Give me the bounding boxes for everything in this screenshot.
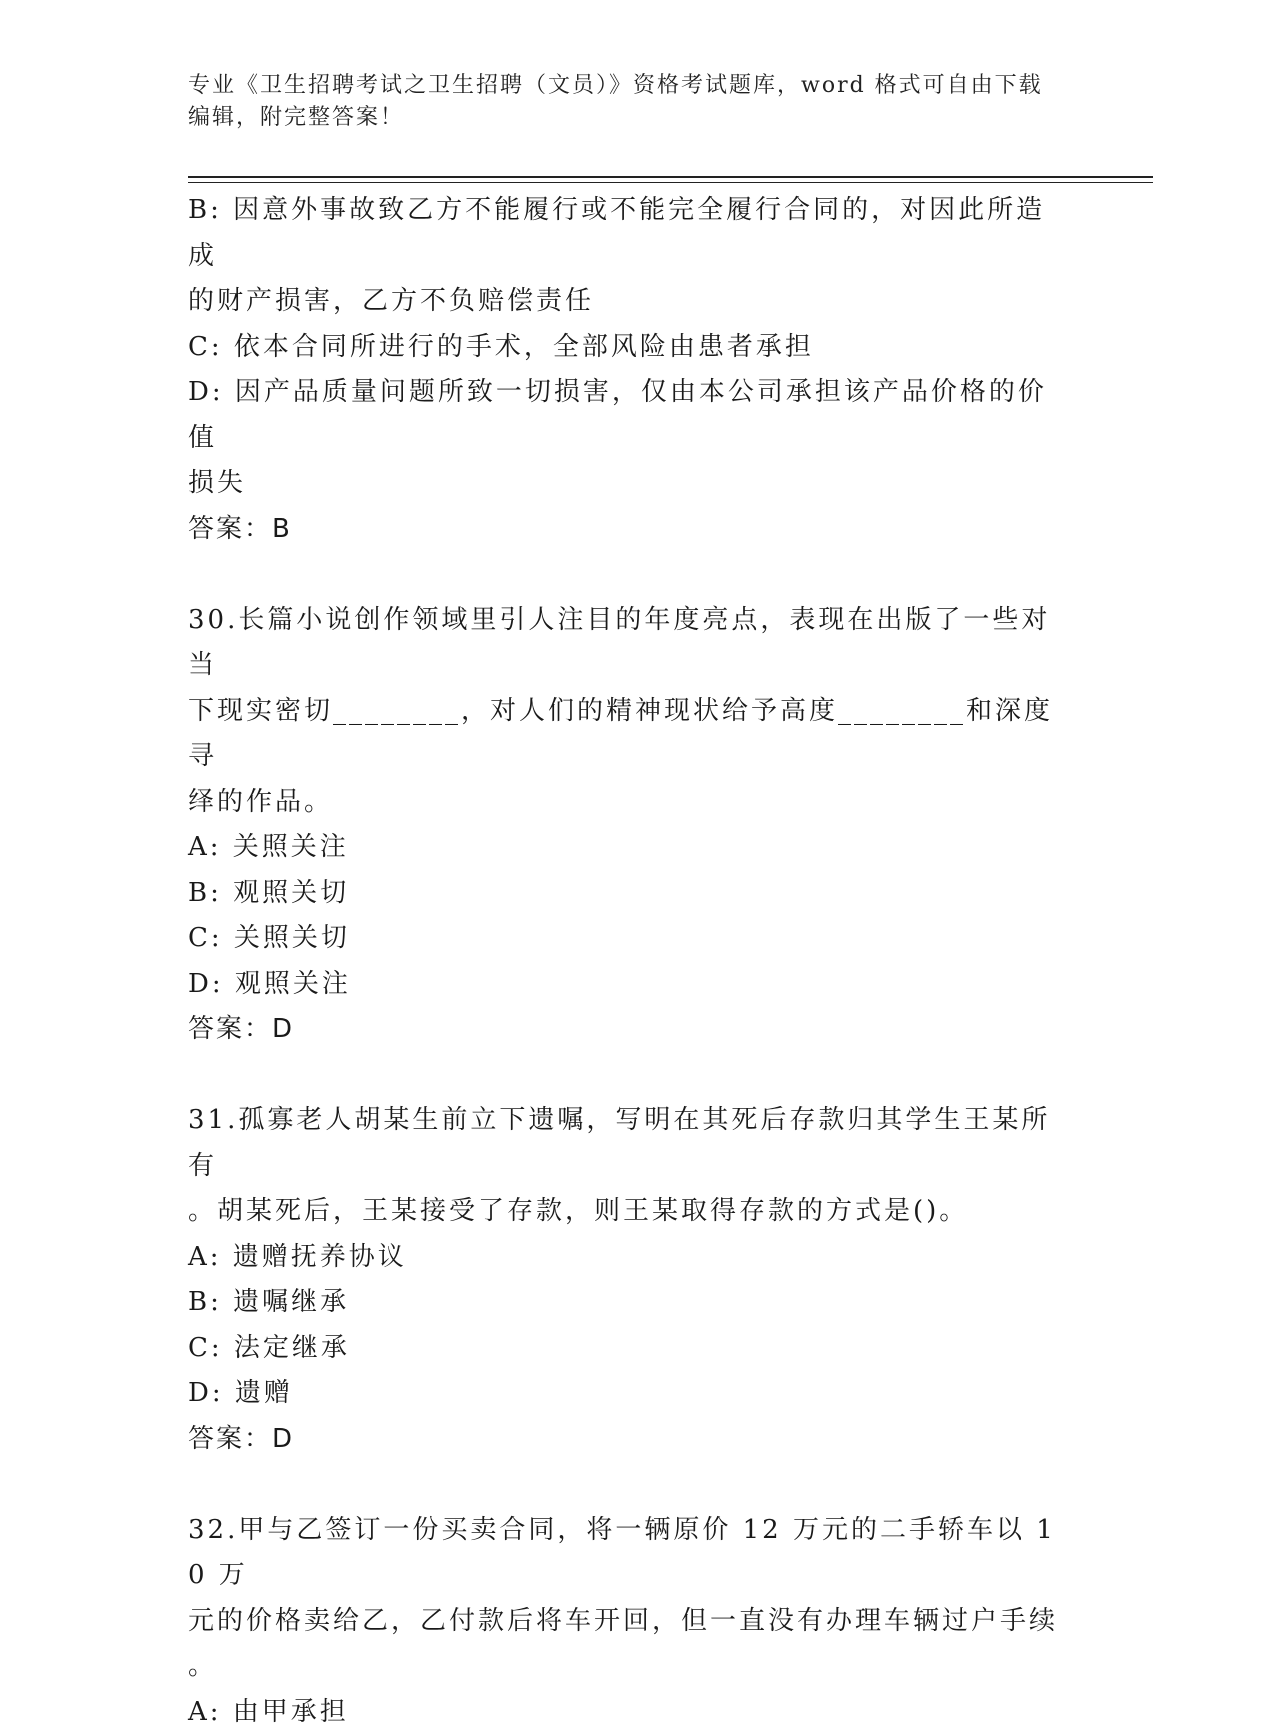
- question-32: [188, 1508, 1068, 1735]
- option-c: C: 依本合同所进行的手术，全部风险由患者承担: [188, 325, 1068, 371]
- header-line-2: 编辑，附完整答案！: [188, 102, 1068, 134]
- header-divider-thin: [188, 182, 1153, 183]
- option-c: C: 关照关切: [188, 916, 1068, 962]
- option-d: D: 观照关注: [188, 962, 1068, 1008]
- header-line-1: 专业《卫生招聘考试之卫生招聘（文员）》资格考试题库，word 格式可自由下载: [188, 70, 1068, 102]
- question-29-tail: [188, 188, 1068, 552]
- option-b: B: 观照关切: [188, 871, 1068, 917]
- answer: 答案：B: [188, 507, 1068, 553]
- question-stem-line-3: 绎的作品。: [188, 780, 1068, 826]
- question-31: [188, 1098, 1068, 1462]
- document-header: [188, 70, 1068, 134]
- question-stem-line-1: 30.长篇小说创作领域里引人注目的年度亮点，表现在出版了一些对当: [188, 598, 1068, 689]
- option-a: A: 遗赠抚养协议: [188, 1235, 1068, 1281]
- option-c: C: 法定继承: [188, 1326, 1068, 1372]
- option-d: D: 遗赠: [188, 1371, 1068, 1417]
- answer: 答案：D: [188, 1417, 1068, 1463]
- question-stem-line-2: 下现实密切________，对人们的精神现状给予高度________和深度寻: [188, 689, 1068, 780]
- question-stem-line-1: 31.孤寡老人胡某生前立下遗嘱，写明在其死后存款归其学生王某所有: [188, 1098, 1068, 1189]
- question-stem-line-2: 元的价格卖给乙，乙付款后将车开回，但一直没有办理车辆过户手续: [188, 1599, 1068, 1645]
- option-d-line-1: D: 因产品质量问题所致一切损害，仅由本公司承担该产品价格的价值: [188, 370, 1068, 461]
- spacer: [188, 1053, 1068, 1099]
- answer: 答案：D: [188, 1007, 1068, 1053]
- header-divider-thick: [188, 176, 1153, 178]
- question-content: [188, 188, 1068, 1735]
- question-30: [188, 598, 1068, 1053]
- question-stem-line-1: 32.甲与乙签订一份买卖合同，将一辆原价 12 万元的二手轿车以 10 万: [188, 1508, 1068, 1599]
- spacer: [188, 1462, 1068, 1508]
- option-b: B: 遗嘱继承: [188, 1280, 1068, 1326]
- option-a: A: 由甲承担: [188, 1690, 1068, 1735]
- option-b-line-1: B: 因意外事故致乙方不能履行或不能完全履行合同的，对因此所造成: [188, 188, 1068, 279]
- option-a: A: 关照关注: [188, 825, 1068, 871]
- question-stem-line-2: 。胡某死后，王某接受了存款，则王某取得存款的方式是()。: [188, 1189, 1068, 1235]
- spacer: [188, 552, 1068, 598]
- question-stem-line-3: 。: [188, 1644, 1068, 1690]
- option-b-line-2: 的财产损害，乙方不负赔偿责任: [188, 279, 1068, 325]
- option-d-line-2: 损失: [188, 461, 1068, 507]
